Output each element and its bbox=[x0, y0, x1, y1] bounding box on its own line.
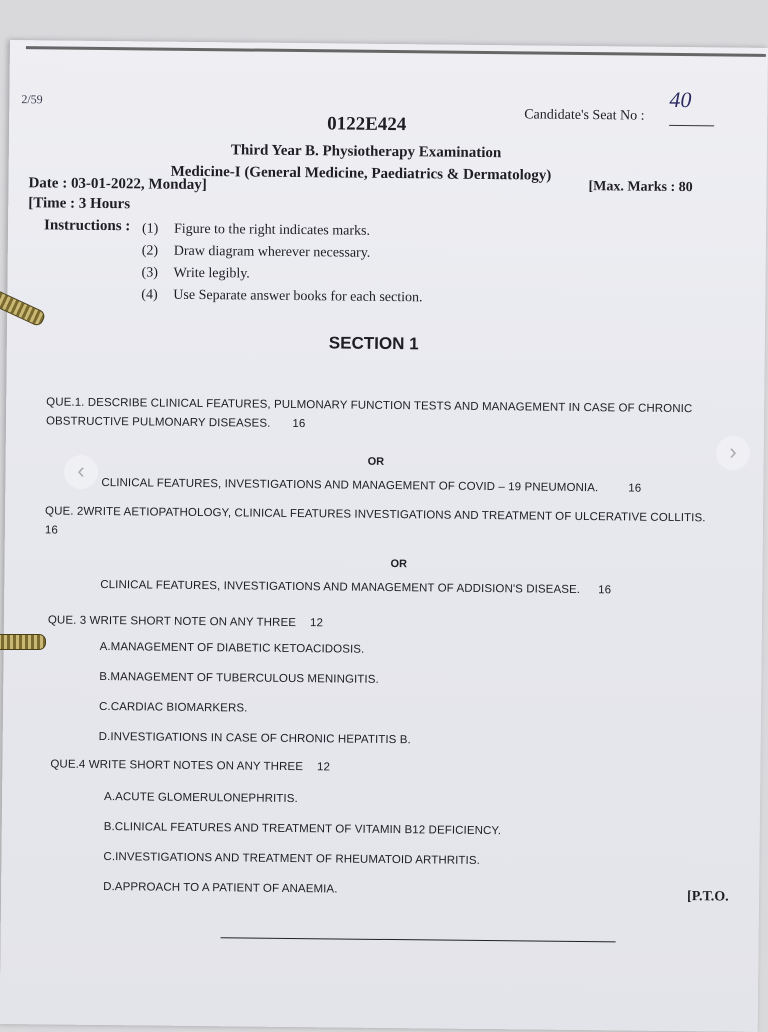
exam-date: Date : 03-01-2022, Monday] bbox=[28, 175, 207, 194]
q4-title-text: QUE.4 WRITE SHORT NOTES ON ANY THREE bbox=[50, 758, 304, 774]
q1-marks: 16 bbox=[292, 417, 306, 431]
instruction-text: Use Separate answer books for each section. bbox=[173, 287, 423, 306]
instruction-text: Write legibly. bbox=[173, 265, 250, 282]
instruction-item bbox=[141, 265, 249, 282]
instruction-number: (2) bbox=[141, 243, 159, 259]
exam-title: Third Year B. Physiotherapy Examination bbox=[230, 142, 502, 162]
q2-marks: 16 bbox=[44, 524, 58, 537]
subject-title: Medicine-I (General Medicine, Paediatrics & Dermatology) bbox=[170, 163, 552, 184]
q3-item-a: A.MANAGEMENT OF DIABETIC KETOACIDOSIS. bbox=[99, 640, 365, 656]
q3-marks: 12 bbox=[309, 617, 324, 630]
instruction-item bbox=[142, 243, 371, 261]
or-1: OR bbox=[367, 455, 385, 468]
q3-title bbox=[48, 614, 323, 629]
chevron-right-icon[interactable]: › bbox=[716, 436, 750, 470]
q4-item-b: B.CLINICAL FEATURES AND TREATMENT OF VITAMIN B12 DEFICIENCY. bbox=[103, 821, 502, 838]
chevron-left-icon[interactable]: ‹ bbox=[64, 455, 98, 489]
q1-alternative bbox=[101, 477, 641, 495]
q1-alt-marks: 16 bbox=[628, 482, 642, 495]
q3-item-c: C.CARDIAC BIOMARKERS. bbox=[98, 700, 248, 715]
instruction-text: Figure to the right indicates marks. bbox=[173, 221, 371, 239]
seat-value: 40 bbox=[669, 86, 692, 113]
or-2: OR bbox=[390, 558, 408, 571]
instruction-item bbox=[141, 287, 422, 306]
q3-title-text: QUE. 3 WRITE SHORT NOTE ON ANY THREE bbox=[47, 614, 297, 630]
q4-title bbox=[50, 758, 330, 773]
top-rule bbox=[26, 46, 766, 57]
q3-item-b: B.MANAGEMENT OF TUBERCULOUS MENINGITIS. bbox=[99, 670, 379, 686]
q1-alt-text: CLINICAL FEATURES, INVESTIGATIONS AND MANAGEMENT OF COVID – 19 PNEUMONIA. bbox=[101, 476, 599, 495]
instruction-number: (3) bbox=[141, 265, 158, 281]
q3-item-d: D.INVESTIGATIONS IN CASE OF CHRONIC HEPATITIS B. bbox=[98, 730, 411, 747]
q2-alt-text: CLINICAL FEATURES, INVESTIGATIONS AND MANAGEMENT OF ADDISION'S DISEASE. bbox=[100, 578, 581, 596]
binder-ring-icon bbox=[0, 634, 46, 650]
bottom-rule bbox=[221, 937, 616, 942]
q4-marks: 12 bbox=[316, 761, 331, 774]
q4-item-a: A.ACUTE GLOMERULONEPHRITIS. bbox=[104, 791, 298, 806]
instructions-label: Instructions : bbox=[43, 217, 131, 235]
section-title: SECTION 1 bbox=[328, 333, 419, 354]
instruction-number: (1) bbox=[141, 221, 159, 237]
instruction-text: Draw diagram wherever necessary. bbox=[173, 243, 371, 261]
q2-line1: QUE. 2WRITE AETIOPATHOLOGY, CLINICAL FEATURES INVESTIGATIONS AND TREATMENT OF ULCERATIVE COLLITIS. bbox=[45, 505, 706, 525]
paper-code: 0122E424 bbox=[327, 113, 407, 136]
q1-line1: QUE.1. DESCRIBE CLINICAL FEATURES, PULMONARY FUNCTION TESTS AND MANAGEMENT IN CASE OF CHRONIC bbox=[46, 396, 693, 416]
seat-underline bbox=[669, 125, 714, 126]
q2-alt-marks: 16 bbox=[598, 584, 612, 597]
exam-paper bbox=[0, 40, 768, 1032]
q4-item-c: C.INVESTIGATIONS AND TREATMENT OF RHEUMATOID ARTHRITIS. bbox=[103, 851, 481, 867]
instruction-number: (4) bbox=[141, 287, 158, 303]
seat-label: Candidate's Seat No : bbox=[524, 107, 645, 124]
instruction-item bbox=[142, 221, 370, 239]
exam-time: [Time : 3 Hours bbox=[28, 195, 131, 213]
q4-item-d: D.APPROACH TO A PATIENT OF ANAEMIA. bbox=[103, 881, 338, 896]
q1-line2-text: OBSTRUCTIVE PULMONARY DISEASES. bbox=[45, 415, 271, 430]
max-marks: [Max. Marks : 80 bbox=[588, 179, 693, 196]
q1-line2 bbox=[46, 415, 306, 430]
sheet-marks: 2/59 bbox=[21, 92, 43, 107]
pto-label: [P.T.O. bbox=[686, 889, 729, 905]
q2-alternative bbox=[100, 579, 611, 596]
